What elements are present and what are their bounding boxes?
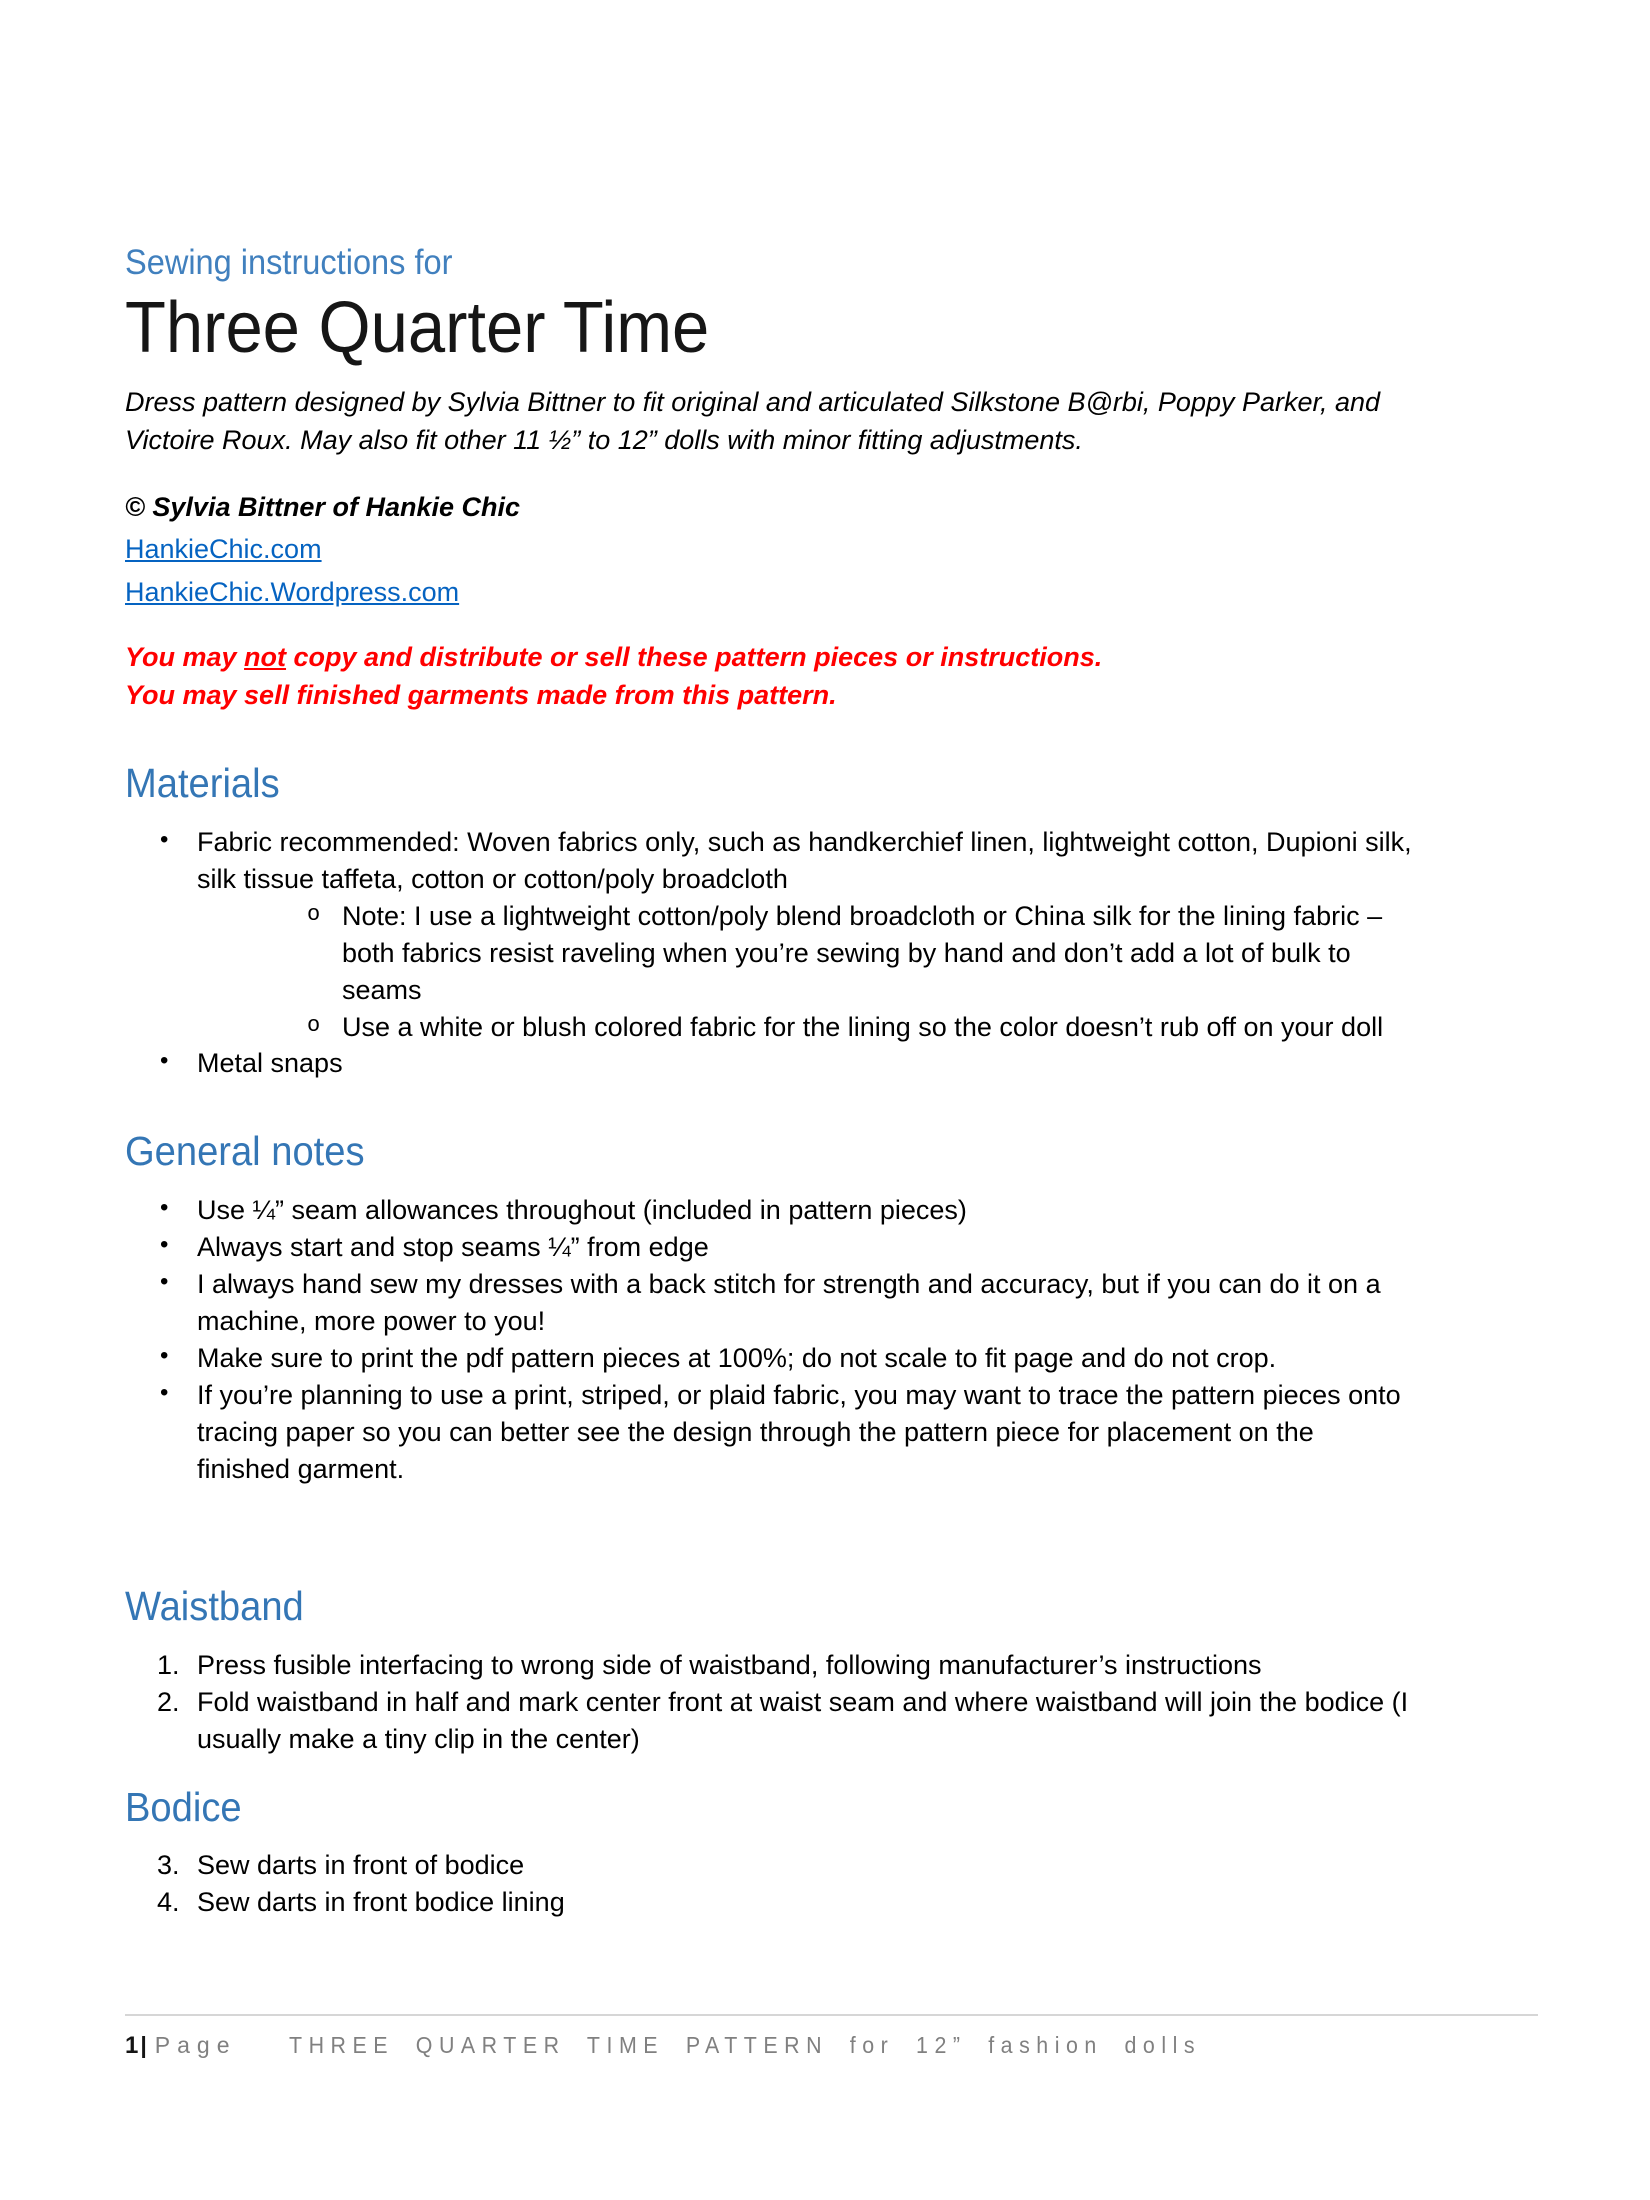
list-item-text: Metal snaps (197, 1048, 343, 1079)
page-title: Three Quarter Time (125, 288, 710, 369)
step-number: 3. (157, 1849, 180, 1880)
notice-underlined-word: not (244, 641, 287, 672)
copyright-line: © Sylvia Bittner of Hankie Chic (125, 491, 520, 522)
notice-line-2: You may sell finished garments made from this pattern. (125, 679, 837, 710)
step-text: Fold waistband in half and mark center front at waist seam and where waistband will join the bodice (I usually make a tiny clip in the center) (197, 1686, 1409, 1754)
list-item (125, 1266, 1532, 1340)
list-item (125, 1192, 1532, 1229)
footer-divider (125, 2014, 1538, 2016)
bullet-icon: • (160, 825, 169, 853)
list-item-text: Use ¼” seam allowances throughout (included in pattern pieces) (197, 1194, 967, 1225)
step-number: 1. (157, 1649, 180, 1680)
sub-list-item-text: Note: I use a lightweight cotton/poly blend broadcloth or China silk for the lining fabric – both fabrics resist raveling when you’re sewing by hand and don’t add a lot of bulk to seams (342, 900, 1383, 1005)
list-item-text: I always hand sew my dresses with a back stitch for strength and accuracy, but if you can do it on a machine, more power to you! (197, 1268, 1381, 1336)
copyright-notice (125, 639, 1532, 715)
bullet-icon: • (160, 1378, 169, 1406)
list-item-text: Make sure to print the pdf pattern pieces at 100%; do not scale to fit page and do not crop. (197, 1342, 1277, 1373)
link-row (125, 530, 1532, 568)
numbered-step (125, 1884, 1532, 1921)
step-number: 4. (157, 1886, 180, 1917)
hankiechic-link[interactable]: HankieChic.com (125, 534, 322, 565)
list-item-text: If you’re planning to use a print, striped, or plaid fabric, you may want to trace the pattern pieces onto tracing paper so you can better see the design through the pattern piece for placement on the finished garment. (197, 1379, 1401, 1484)
materials-list (125, 824, 1532, 1083)
step-number: 2. (157, 1686, 180, 1717)
bodice-steps (125, 1847, 1532, 1921)
numbered-step (125, 1684, 1532, 1758)
step-text: Sew darts in front bodice lining (197, 1886, 565, 1917)
notice-text: You may (125, 641, 245, 672)
section-heading-waistband: Waistband (125, 1583, 304, 1630)
sub-list-item (197, 898, 1532, 1009)
sub-list (197, 898, 1532, 1046)
link-row (125, 573, 1532, 611)
step-text: Sew darts in front of bodice (197, 1849, 525, 1880)
eyebrow-heading: Sewing instructions for (125, 243, 453, 282)
list-item (125, 1377, 1532, 1488)
bullet-icon: • (160, 1047, 169, 1075)
list-item-text: Fabric recommended: Woven fabrics only, such as handkerchief linen, lightweight cotton, Dupioni silk, silk tissue taffeta, cotton or cotton/poly broadcloth (197, 826, 1412, 894)
page-number: 1 (125, 2032, 139, 2059)
waistband-steps (125, 1647, 1532, 1758)
sub-list-item (197, 1009, 1532, 1046)
footer-doc-title: THREE QUARTER TIME PATTERN for 12” fashion dolls (288, 2032, 1201, 2058)
numbered-step (125, 1647, 1532, 1684)
step-text: Press fusible interfacing to wrong side of waistband, following manufacturer’s instructions (197, 1649, 1262, 1680)
bullet-icon: • (160, 1230, 169, 1258)
list-item (125, 1229, 1532, 1266)
page-footer (125, 2014, 1538, 2061)
list-item (125, 1340, 1532, 1377)
list-item (125, 1045, 1532, 1082)
section-heading-materials: Materials (125, 760, 280, 807)
page-label: Page (154, 2032, 237, 2058)
sub-bullet-icon: o (307, 901, 321, 927)
sub-list-item-text: Use a white or blush colored fabric for the lining so the color doesn’t rub off on your doll (342, 1011, 1384, 1042)
notice-text: copy and distribute or sell these pattern pieces or instructions. (286, 641, 1103, 672)
wordpress-link[interactable]: HankieChic.Wordpress.com (125, 576, 460, 607)
pattern-description: Dress pattern designed by Sylvia Bittner to fit original and articulated Silkstone B@rbi, Poppy Parker, and Victoire Roux. May also fit other 11 ½” to 12” dolls with minor fitting adjustments. (125, 387, 1381, 455)
bullet-icon: • (160, 1341, 169, 1369)
bullet-icon: • (160, 1267, 169, 1295)
list-item (125, 824, 1532, 1046)
general-notes-list (125, 1192, 1532, 1488)
sub-bullet-icon: o (307, 1012, 321, 1038)
numbered-step (125, 1847, 1532, 1884)
bullet-icon: • (160, 1193, 169, 1221)
section-heading-bodice: Bodice (125, 1783, 242, 1830)
section-heading-general-notes: General notes (125, 1128, 365, 1175)
notice-line-1 (125, 639, 1532, 677)
footer-separator: | (140, 2032, 147, 2058)
list-item-text: Always start and stop seams ¼” from edge (197, 1231, 709, 1262)
